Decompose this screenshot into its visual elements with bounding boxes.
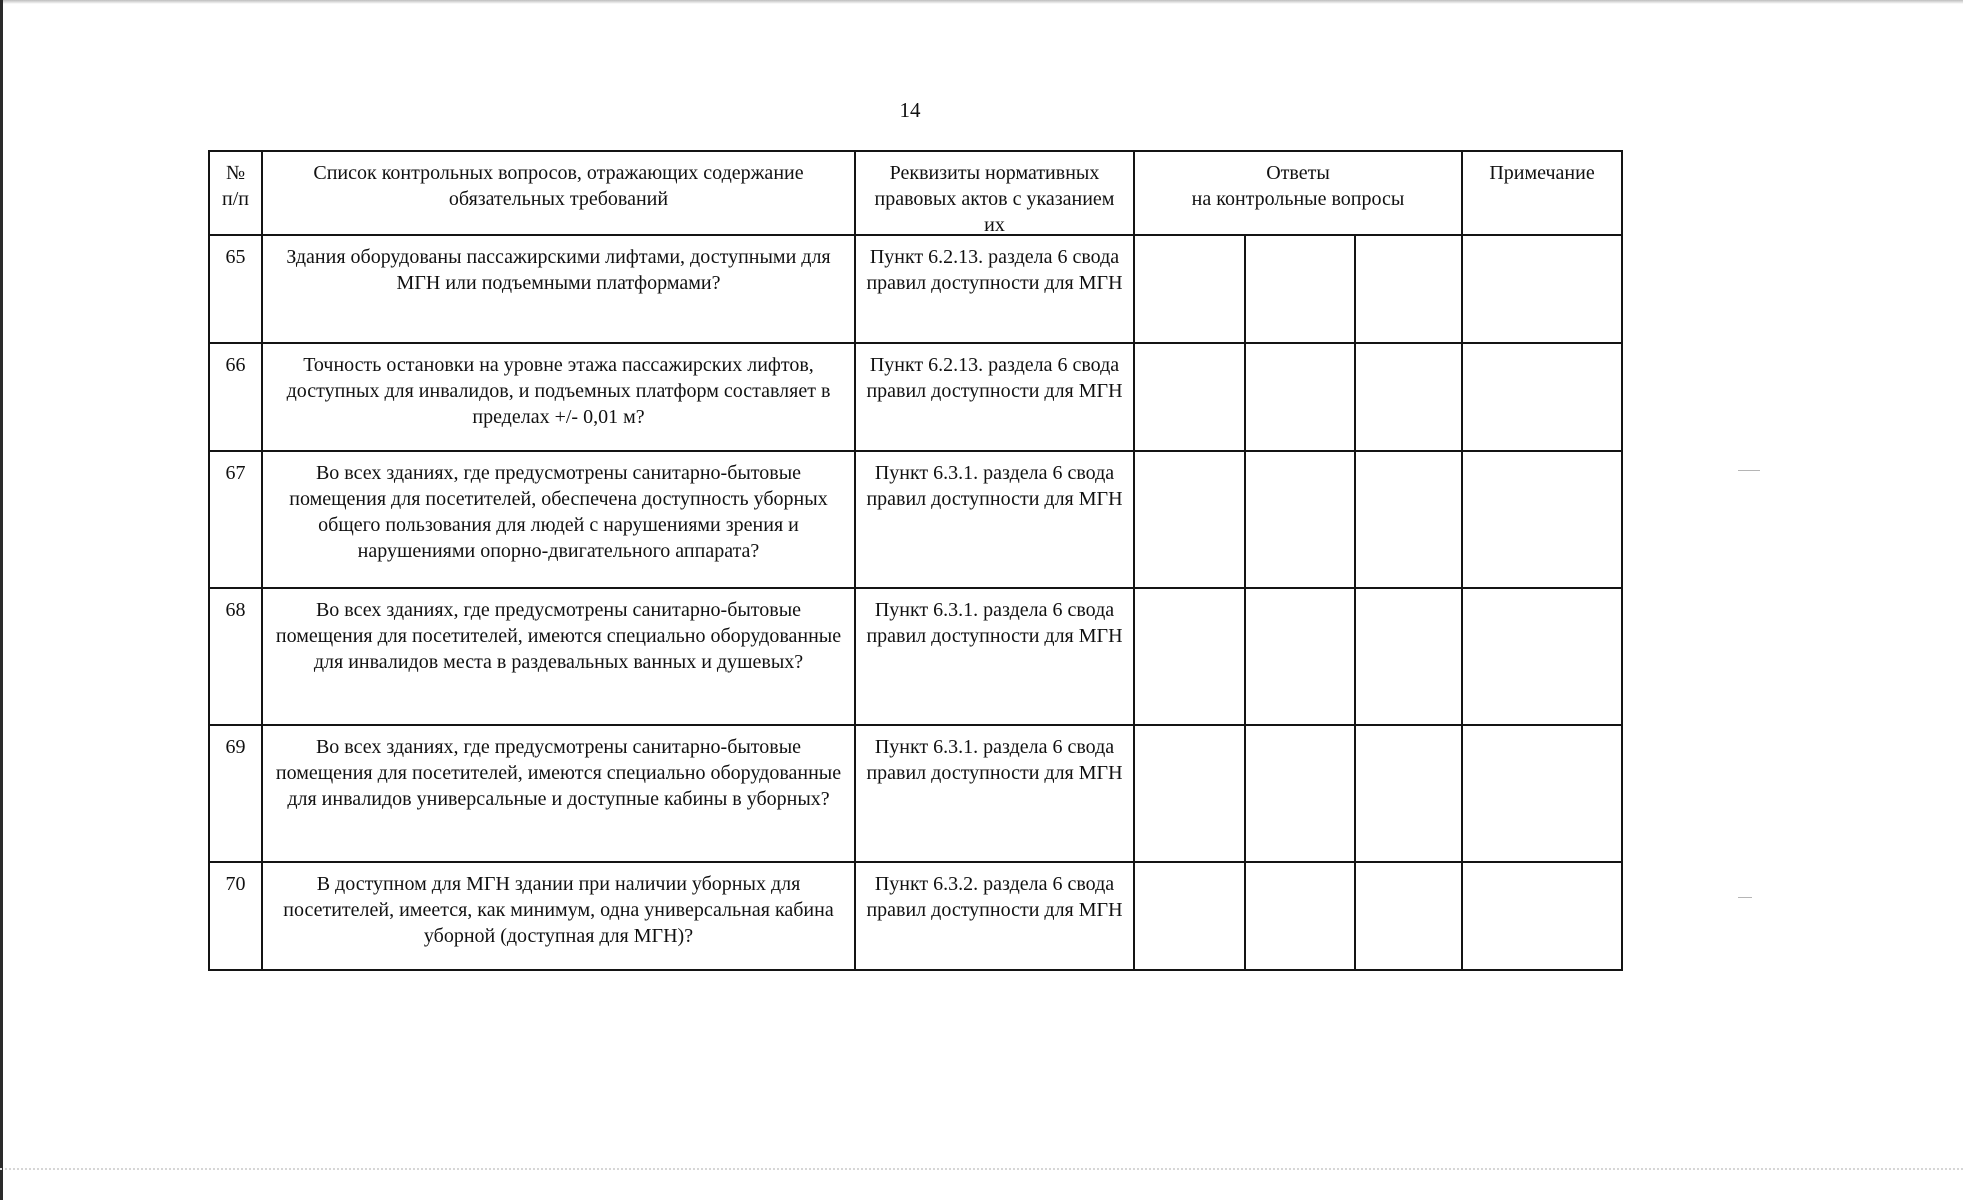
answer-cell-2[interactable] xyxy=(1245,862,1355,970)
table-row xyxy=(209,862,1622,970)
scan-bottom-noise xyxy=(0,1168,1963,1172)
header-answers-title: Ответы xyxy=(1266,162,1330,184)
row-reference: Пункт 6.3.2. раздела 6 свода правил доступности для МГН xyxy=(855,862,1134,970)
row-question: Во всех зданиях, где предусмотрены санитарно-бытовые помещения для посетителей, обеспечена доступность уборных общего пользования для людей с нарушениями зрения и нарушениями опорно-двигательного аппарата? xyxy=(262,451,855,588)
table-row xyxy=(209,725,1622,862)
answer-cell-1[interactable] xyxy=(1134,235,1245,343)
answer-cell-1[interactable] xyxy=(1134,451,1245,588)
row-question: Точность остановки на уровне этажа пассажирских лифтов, доступных для инвалидов, и подъемных платформ составляет в пределах +/- 0,01 м? xyxy=(262,343,855,451)
header-reference xyxy=(855,151,1134,235)
note-cell[interactable] xyxy=(1462,588,1622,725)
answer-cell-2[interactable] xyxy=(1245,235,1355,343)
header-answers-subtitle: на контрольные вопросы xyxy=(1191,188,1405,210)
answer-cell-2[interactable] xyxy=(1245,343,1355,451)
answer-cell-2[interactable] xyxy=(1245,725,1355,862)
header-answers xyxy=(1134,151,1462,235)
table-row xyxy=(209,451,1622,588)
scan-top-edge xyxy=(0,0,1963,4)
note-cell[interactable] xyxy=(1462,235,1622,343)
answer-cell-2[interactable] xyxy=(1245,451,1355,588)
answer-cell-3[interactable] xyxy=(1355,862,1462,970)
margin-mark-lower xyxy=(1738,897,1752,898)
answer-cell-1[interactable] xyxy=(1134,725,1245,862)
header-question: Список контрольных вопросов, отражающих содержание обязательных требований xyxy=(262,151,855,235)
page-number: 14 xyxy=(899,98,921,122)
note-cell[interactable] xyxy=(1462,451,1622,588)
row-number: 70 xyxy=(209,862,262,970)
note-cell[interactable] xyxy=(1462,862,1622,970)
scan-left-edge xyxy=(0,0,3,1200)
table-row xyxy=(209,588,1622,725)
row-question: Во всех зданиях, где предусмотрены санитарно-бытовые помещения для посетителей, имеются специально оборудованные для инвалидов универсальные и доступные кабины в уборных? xyxy=(262,725,855,862)
header-reference-text: Реквизиты нормативных правовых актов с указанием их xyxy=(874,162,1115,236)
header-note: Примечание xyxy=(1462,151,1622,235)
table-row xyxy=(209,235,1622,343)
row-number: 69 xyxy=(209,725,262,862)
checklist-table xyxy=(208,150,1623,971)
answer-cell-2[interactable] xyxy=(1245,588,1355,725)
answer-cell-1[interactable] xyxy=(1134,862,1245,970)
row-question: В доступном для МГН здании при наличии уборных для посетителей, имеется, как минимум, одна универсальная кабина уборной (доступная для МГН)? xyxy=(262,862,855,970)
answer-cell-1[interactable] xyxy=(1134,588,1245,725)
answer-cell-3[interactable] xyxy=(1355,235,1462,343)
answer-cell-3[interactable] xyxy=(1355,343,1462,451)
answer-cell-3[interactable] xyxy=(1355,451,1462,588)
table-row xyxy=(209,343,1622,451)
row-reference: Пункт 6.3.1. раздела 6 свода правил доступности для МГН xyxy=(855,588,1134,725)
row-reference: Пункт 6.2.13. раздела 6 свода правил доступности для МГН xyxy=(855,235,1134,343)
note-cell[interactable] xyxy=(1462,343,1622,451)
row-reference: Пункт 6.3.1. раздела 6 свода правил доступности для МГН xyxy=(855,451,1134,588)
row-reference: Пункт 6.2.13. раздела 6 свода правил доступности для МГН xyxy=(855,343,1134,451)
table-header-row xyxy=(209,151,1622,235)
note-cell[interactable] xyxy=(1462,725,1622,862)
answer-cell-3[interactable] xyxy=(1355,588,1462,725)
answer-cell-3[interactable] xyxy=(1355,725,1462,862)
answer-cell-1[interactable] xyxy=(1134,343,1245,451)
row-number: 67 xyxy=(209,451,262,588)
margin-mark-upper xyxy=(1738,470,1760,471)
row-number: 66 xyxy=(209,343,262,451)
row-question: Во всех зданиях, где предусмотрены санитарно-бытовые помещения для посетителей, имеются специально оборудованные для инвалидов места в раздевальных ванных и душевых? xyxy=(262,588,855,725)
row-number: 65 xyxy=(209,235,262,343)
row-question: Здания оборудованы пассажирскими лифтами, доступными для МГН или подъемными платформами? xyxy=(262,235,855,343)
header-num: № п/п xyxy=(209,151,262,235)
row-reference: Пункт 6.3.1. раздела 6 свода правил доступности для МГН xyxy=(855,725,1134,862)
row-number: 68 xyxy=(209,588,262,725)
